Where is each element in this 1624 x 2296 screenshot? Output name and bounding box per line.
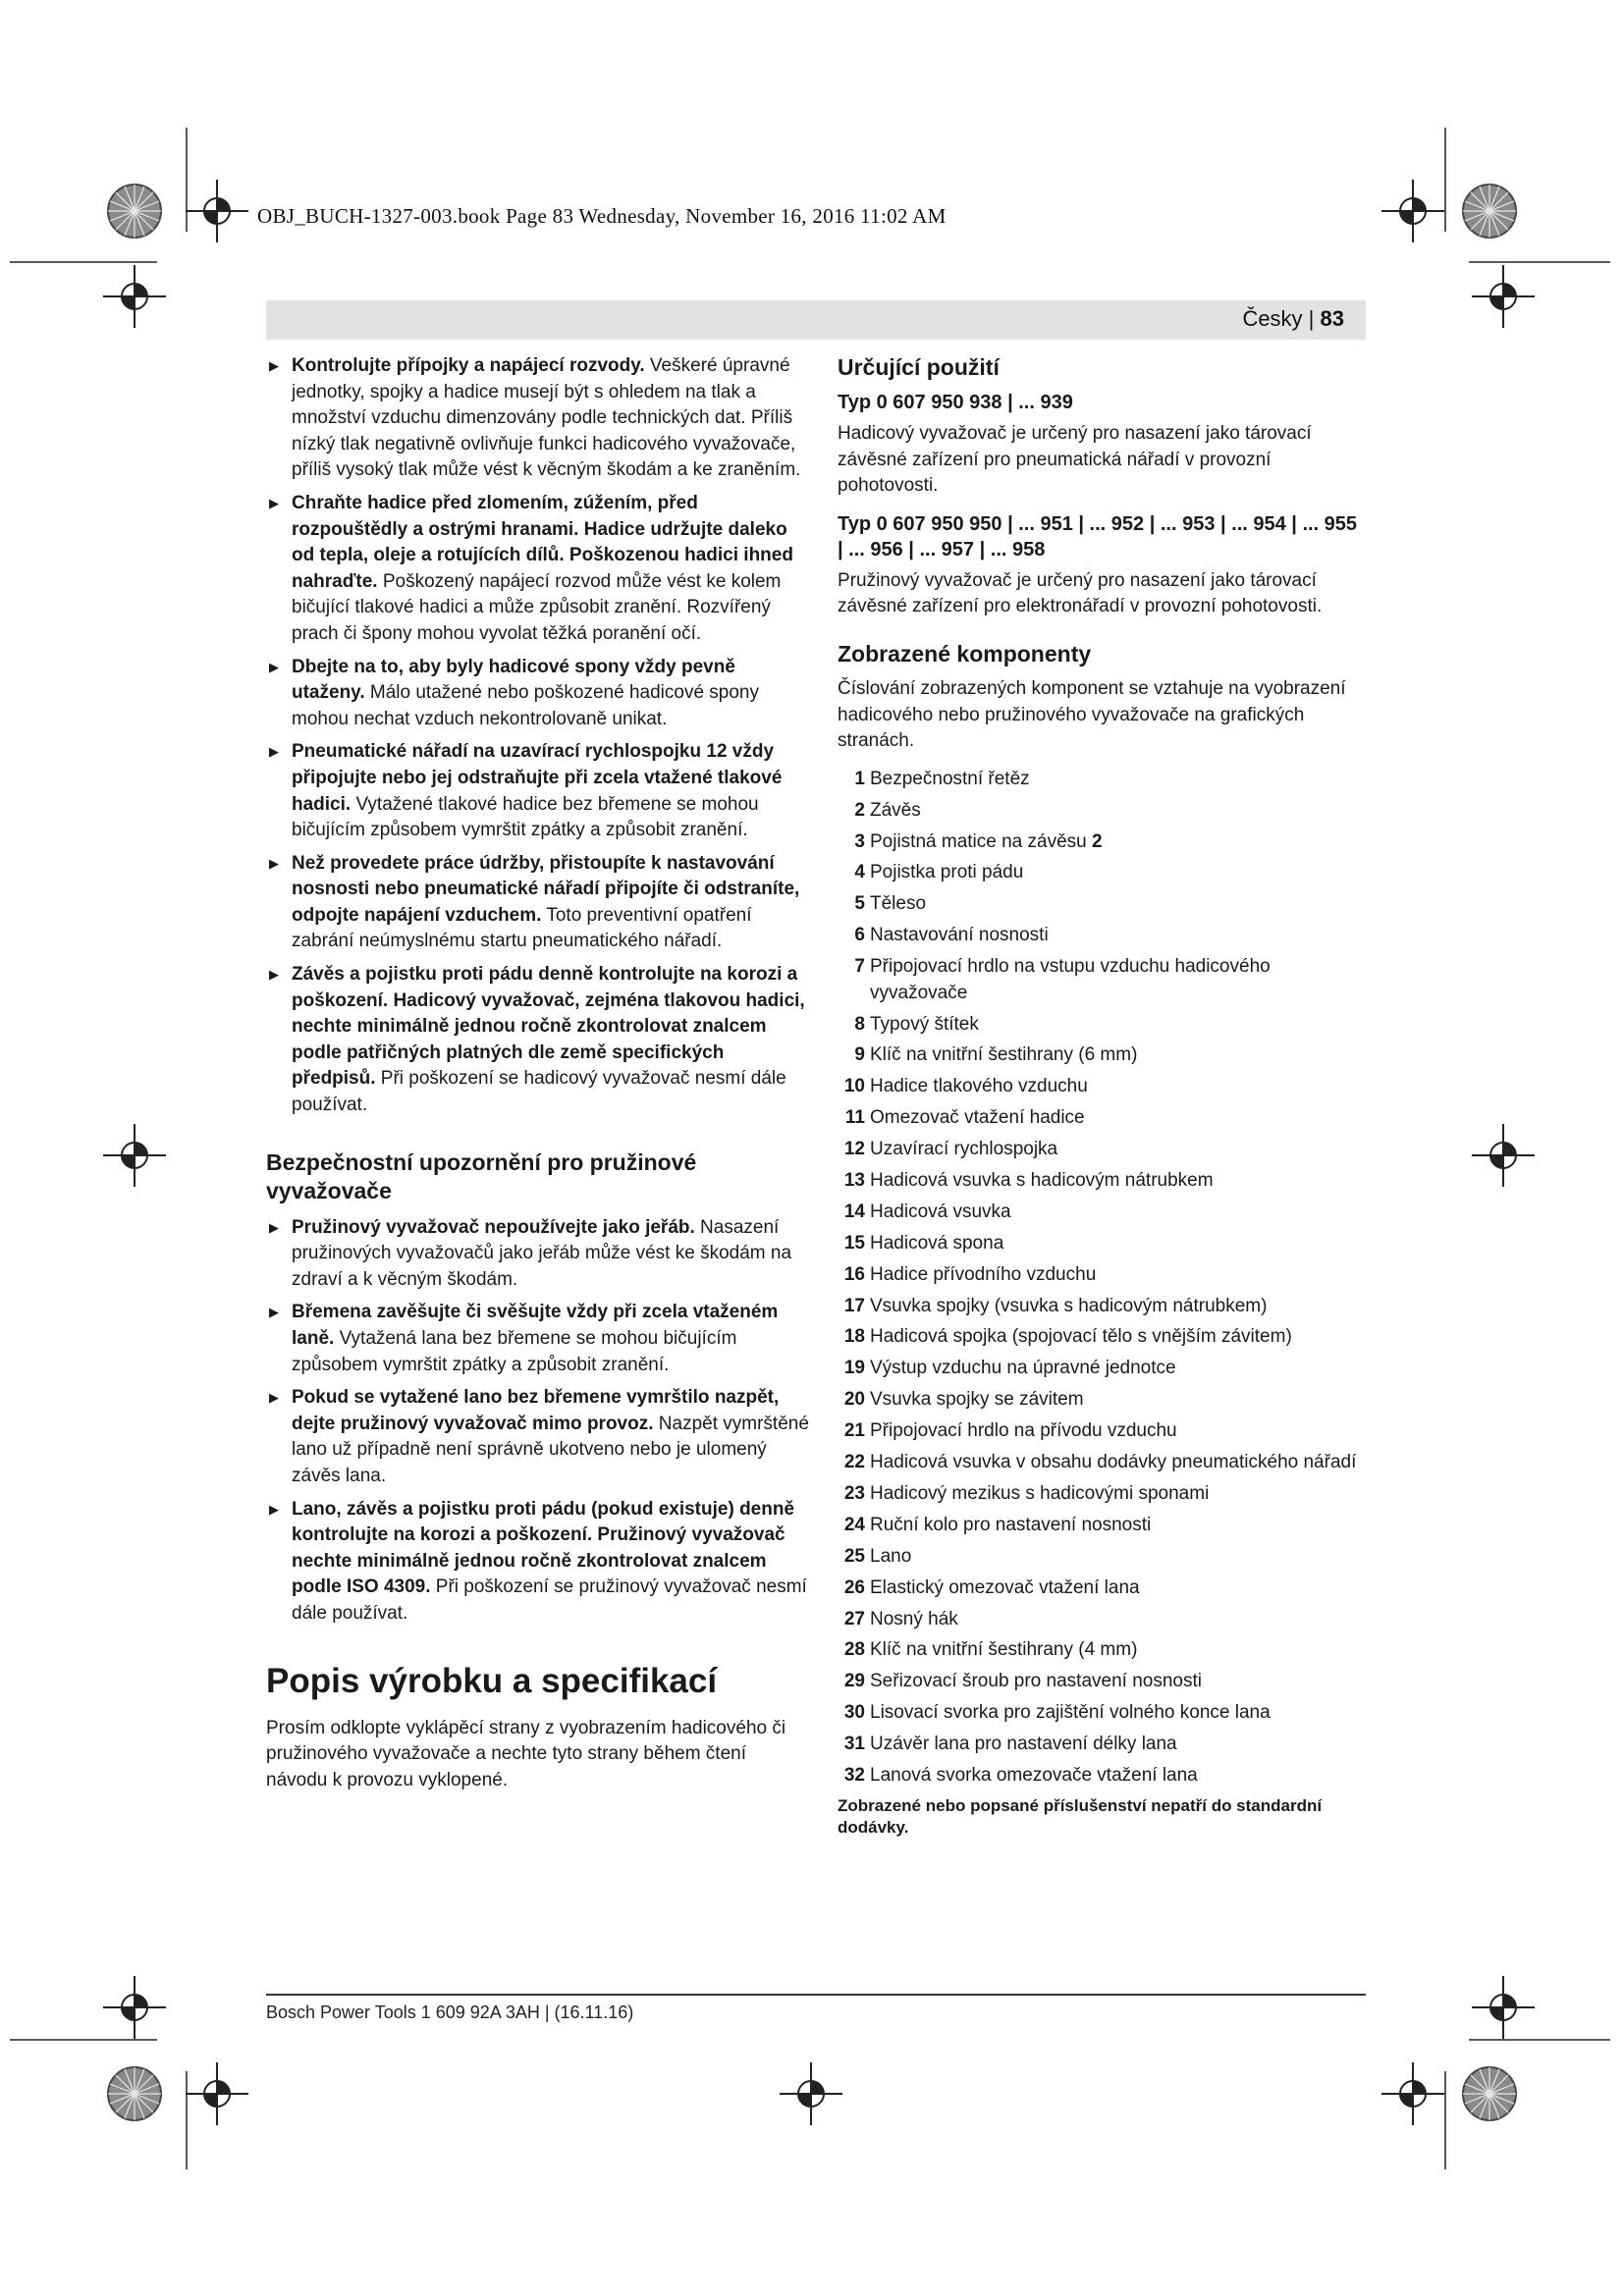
- component-item: 1 Bezpečnostní řetěz: [854, 768, 1030, 789]
- component-item: 5 Těleso: [854, 893, 927, 915]
- component-item: 32 Lanová svorka omezovače vtažení lana: [843, 1764, 1198, 1786]
- components-heading: Zobrazené komponenty: [838, 640, 1092, 667]
- safety-bullet: ▶ Pneumatické nářadí na uzavírací rychlospojku 12 vždy připojujte nebo jej odstraňujte při zcela vtažené tlakové hadici. Vytažené tlakové hadice bez břemene se mohou bičujícím způsobem vymrštit zpátky a způsobit zranění.: [266, 739, 812, 843]
- product-description-text: Prosím odklopte vyklápěcí strany z vyobrazením hadicového či pružinového vyvažovače a nechte tyto strany během čtení návodu k provozu vyklopené.: [266, 1717, 786, 1790]
- page-header-text: [1242, 306, 1344, 332]
- component-item: 13 Hadicová vsuvka s hadicovým nátrubkem: [843, 1170, 1214, 1192]
- spring-safety-list: [266, 1215, 812, 1628]
- header-language: Česky: [1242, 306, 1303, 331]
- component-item: 17 Vsuvka spojky (vsuvka s hadicovým nátrubkem): [843, 1295, 1268, 1316]
- safety-bullet: ▶ Závěs a pojistku proti pádu denně kontrolujte na korozi a poškození. Hadicový vyvažovač, zejména tlakovou hadici, nechte minimálně jednou ročně zkontrolovat znalcem podle patřičných platných dle země specifických předpisů. Při poškození se hadicový vyvažovač nesmí dále používat.: [266, 962, 812, 1119]
- component-item: 7 Připojovací hrdlo na vstupu vzduchu hadicového vyvažovače: [854, 956, 1271, 1003]
- type-heading-spring: Typ 0 607 950 950 | ... 951 | ... 952 | ... 953 | ... 954 | ... 955 | ... 956 | ... 957 | ... 958: [838, 512, 1358, 561]
- safety-bullet: ▶ Dbejte na to, aby byly hadicové spony vždy pevně utaženy. Málo utažené nebo poškozené hadicové spony mohou nechat vzduch nekontrolovaně unikat.: [266, 655, 812, 733]
- component-item: 30 Lisovací svorka pro zajištění volného konce lana: [843, 1702, 1271, 1724]
- header-separator: |: [1302, 306, 1321, 331]
- component-item: 10 Hadice tlakového vzduchu: [843, 1076, 1088, 1097]
- safety-bullet: ▶ Než provedete práce údržby, přistoupíte k nastavování nosnosti nebo pneumatické nářadí připojíte či odstraníte, odpojte napájení vzduchem. Toto preventivní opatření zabrání neúmyslnému startu pneumatického nářadí.: [266, 851, 812, 955]
- component-item: 16 Hadice přívodního vzduchu: [843, 1263, 1097, 1285]
- safety-bullet: ▶ Pružinový vyvažovač nepoužívejte jako jeřáb. Nasazení pružinových vyvažovačů jako jeřáb může vést ke škodám na zdraví a k věcným škodám.: [266, 1215, 812, 1294]
- component-item: 3 Pojistná matice na závěsu 2: [854, 830, 1103, 852]
- intended-use-heading: Určující použití: [838, 354, 1000, 380]
- component-item: 9 Klíč na vnitřní šestihrany (6 mm): [854, 1044, 1138, 1066]
- spring-safety-heading: Bezpečnostní upozornění pro pružinové vyvažovače: [266, 1148, 697, 1203]
- type-text-hose: Hadicový vyvažovač je určený pro nasazení jako tárovací závěsné zařízení pro pneumatická nářadí v provozní pohotovosti.: [838, 423, 1312, 497]
- component-item: 28 Klíč na vnitřní šestihrany (4 mm): [843, 1639, 1138, 1661]
- footer-text: Bosch Power Tools 1 609 92A 3AH | (16.11.16): [266, 2002, 634, 2022]
- component-item: 2 Závěs: [854, 799, 921, 821]
- accessories-note: Zobrazené nebo popsané příslušenství nepatří do standardní dodávky.: [838, 1795, 1323, 1837]
- components-list: [838, 767, 1365, 1789]
- component-item: 12 Uzavírací rychlospojka: [843, 1139, 1058, 1160]
- right-column: [838, 353, 1365, 1839]
- safety-bullet: ▶ Kontrolujte přípojky a napájecí rozvody. Veškeré úpravné jednotky, spojky a hadice musejí být s ohledem na tlak a množství vzduchu dimenzovány podle technických dat. Příliš nízký tlak negativně ovlivňuje funkci hadicového vyvažovače, příliš vysoký tlak může vést k věcným škodám a ke zraněním.: [266, 353, 812, 484]
- component-item: 22 Hadicová vsuvka v obsahu dodávky pneumatického nářadí: [843, 1452, 1357, 1473]
- type-text-spring: Pružinový vyvažovač je určený pro nasazení jako tárovací závěsné zařízení pro elektronářadí v provozní pohotovosti.: [838, 569, 1323, 617]
- safety-bullet: ▶ Břemena zavěšujte či svěšujte vždy při zcela vtaženém laně. Vytažená lana bez břemene se mohou bičujícím způsobem vymrštit zpátky a způsobit zranění.: [266, 1300, 812, 1378]
- component-item: 31 Uzávěr lana pro nastavení délky lana: [843, 1734, 1177, 1755]
- components-intro: Číslování zobrazených komponent se vztahuje na vyobrazení hadicového nebo pružinového vyvažovače na grafických stranách.: [838, 677, 1346, 752]
- product-description-heading: Popis výrobku a specifikací: [266, 1661, 718, 1700]
- book-file-info: OBJ_BUCH-1327-003.book Page 83 Wednesday, November 16, 2016 11:02 AM: [257, 204, 947, 228]
- safety-bullet: ▶ Lano, závěs a pojistku proti pádu (pokud existuje) denně kontrolujte na korozi a poškození. Pružinový vyvažovač nechte minimálně jednou ročně zkontrolovat znalcem podle ISO 4309. Při poškození se pružinový vyvažovač nesmí dále používat.: [266, 1497, 812, 1628]
- type-heading-hose: Typ 0 607 950 938 | ... 939: [838, 392, 1073, 413]
- component-item: 26 Elastický omezovač vtažení lana: [843, 1576, 1140, 1598]
- component-item: 14 Hadicová vsuvka: [843, 1201, 1011, 1222]
- component-item: 4 Pojistka proti pádu: [854, 862, 1024, 883]
- component-item: 24 Ruční kolo pro nastavení nosnosti: [843, 1514, 1152, 1535]
- component-item: 15 Hadicová spona: [843, 1232, 1004, 1254]
- component-item: 23 Hadicový mezikus s hadicovými sponami: [843, 1482, 1210, 1504]
- component-item: 29 Seřizovací šroub pro nastavení nosnosti: [843, 1671, 1202, 1692]
- component-item: 20 Vsuvka spojky se závitem: [843, 1389, 1084, 1411]
- left-column: [266, 353, 812, 1800]
- general-safety-list: [266, 353, 812, 1119]
- safety-bullet: ▶ Chraňte hadice před zlomením, zúžením, před rozpouštědly a ostrými hranami. Hadice udržujte daleko od tepla, oleje a rotujících dílů. Poškozenou hadici ihned nahraďte. Poškozený napájecí rozvod může vést ke kolem bičující tlakové hadici a může způsobit zranění. Rozvířený prach či špony mohou vyvolat těžká poranění očí.: [266, 491, 812, 648]
- page-header-bar: [266, 300, 1366, 340]
- component-item: 6 Nastavování nosnosti: [854, 925, 1049, 946]
- component-item: 11 Omezovač vtažení hadice: [844, 1107, 1085, 1129]
- component-item: 19 Výstup vzduchu na úpravné jednotce: [843, 1358, 1176, 1379]
- safety-bullet: ▶ Pokud se vytažené lano bez břemene vymrštilo nazpět, dejte pružinový vyvažovač mimo provoz. Nazpět vymrštěné lano už případně není správně ukotveno nebo je ulomený závěs lana.: [266, 1385, 812, 1489]
- footer-divider: [266, 1994, 1366, 1996]
- component-item: 18 Hadicová spojka (spojovací tělo s vnějším závitem): [843, 1326, 1292, 1348]
- component-item: 25 Lano: [843, 1545, 912, 1567]
- component-item: 21 Připojovací hrdlo na přívodu vzduchu: [843, 1420, 1177, 1442]
- header-page-number: 83: [1320, 306, 1344, 331]
- component-item: 8 Typový štítek: [854, 1013, 979, 1035]
- component-item: 27 Nosný hák: [843, 1608, 958, 1629]
